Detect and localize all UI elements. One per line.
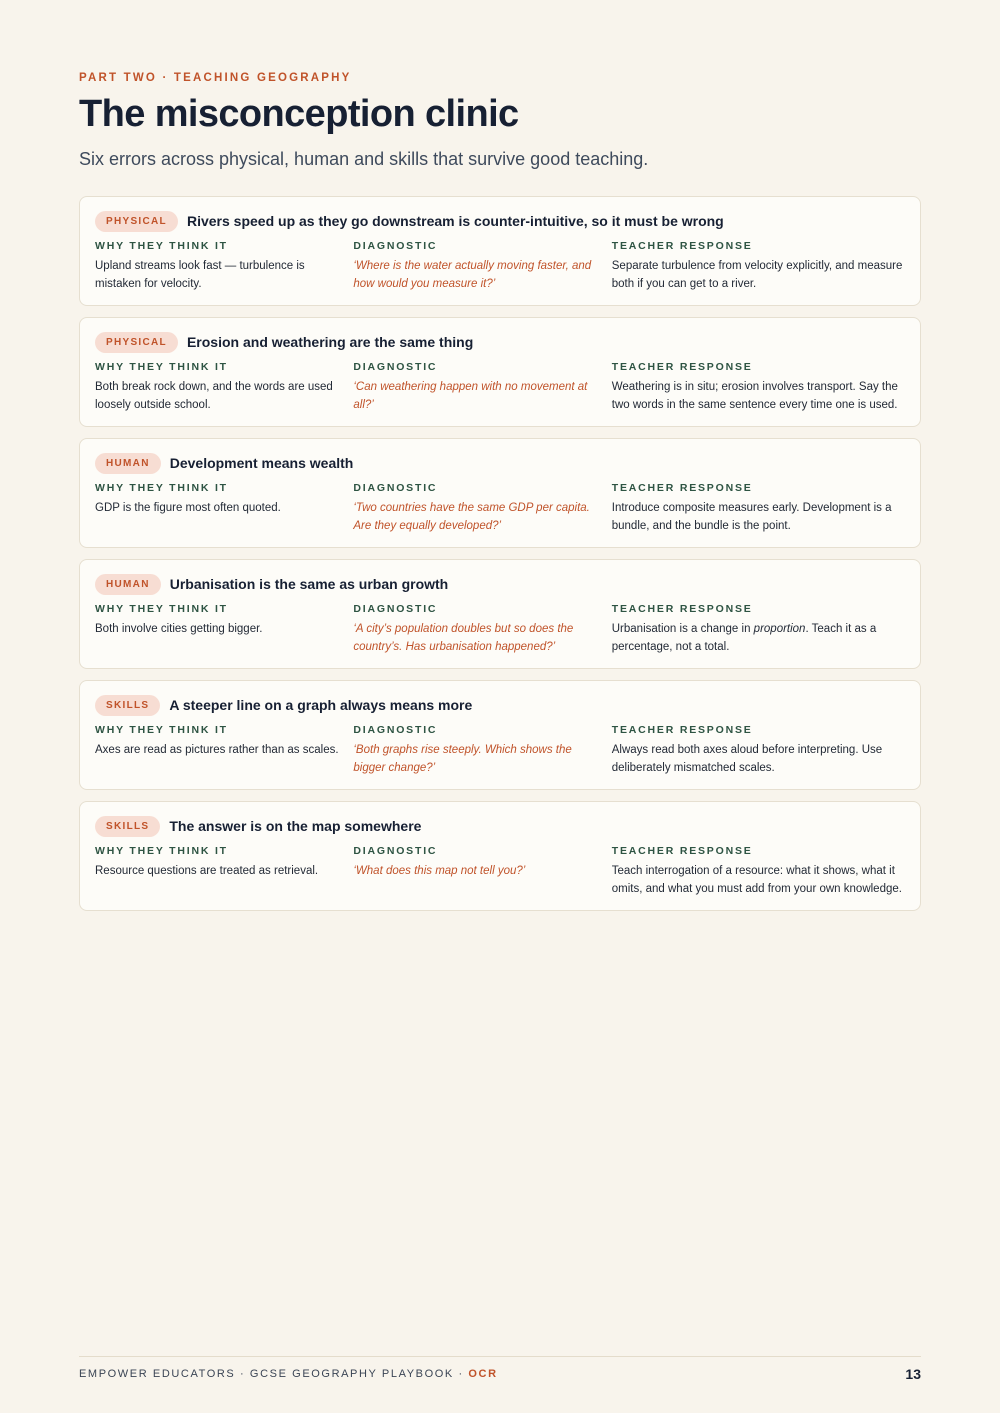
why-text: Both involve cities getting bigger. — [95, 623, 263, 635]
misconception-claim: A steeper line on a graph always means more — [169, 697, 473, 713]
response-text: Always read both axes aloud before interpreting. Use deliberately mismatched scales. — [611, 744, 883, 774]
response-column — [612, 723, 905, 777]
category-badge: SKILLS — [95, 695, 160, 716]
diagnostic-column — [353, 239, 611, 293]
why-column — [95, 239, 353, 293]
footer-publication-name: EMPOWER EDUCATORS · GCSE GEOGRAPHY PLAYBOOK · — [79, 1368, 469, 1380]
why-heading: WHY THEY THINK IT — [95, 482, 228, 494]
diagnostic-column — [353, 723, 611, 777]
misconception-card — [79, 680, 921, 790]
page-title: The misconception clinic — [79, 93, 519, 135]
diagnostic-question: ‘A city’s population doubles but so does the country’s. Has urbanisation happened?’ — [353, 623, 574, 653]
why-heading: WHY THEY THINK IT — [95, 240, 228, 252]
response-heading: TEACHER RESPONSE — [611, 482, 753, 494]
response-text: Weathering is in situ; erosion involves transport. Say the two words in the same sentence every time one is used. — [611, 381, 898, 411]
why-column — [95, 360, 353, 414]
card-columns — [95, 239, 905, 293]
diagnostic-column — [353, 844, 611, 898]
response-text: Introduce composite measures early. Development is a bundle, and the bundle is the point. — [611, 502, 892, 532]
response-column — [612, 239, 905, 293]
response-heading: TEACHER RESPONSE — [611, 845, 753, 857]
response-text: Separate turbulence from velocity explicitly, and measure both if you can get to a river. — [611, 260, 903, 290]
diagnostic-heading: DIAGNOSTIC — [353, 724, 438, 736]
category-badge: PHYSICAL — [95, 211, 178, 232]
card-header — [95, 815, 905, 837]
card-columns — [95, 481, 905, 535]
page-number: 13 — [905, 1366, 921, 1382]
card-header — [95, 694, 905, 716]
card-columns — [95, 360, 905, 414]
misconception-claim: Rivers speed up as they go downstream is counter-intuitive, so it must be wrong — [186, 213, 724, 229]
why-text: Axes are read as pictures rather than as scales. — [95, 744, 339, 756]
why-heading: WHY THEY THINK IT — [95, 724, 228, 736]
section-eyebrow: PART TWO · TEACHING GEOGRAPHY — [79, 72, 352, 84]
card-columns — [95, 723, 905, 777]
diagnostic-question: ‘What does this map not tell you?’ — [353, 865, 526, 877]
category-badge: HUMAN — [95, 453, 161, 474]
why-column — [95, 844, 353, 898]
response-column — [612, 602, 905, 656]
diagnostic-heading: DIAGNOSTIC — [353, 845, 438, 857]
response-heading: TEACHER RESPONSE — [611, 724, 753, 736]
why-heading: WHY THEY THINK IT — [95, 845, 228, 857]
diagnostic-column — [353, 602, 611, 656]
response-column — [612, 481, 905, 535]
category-badge: SKILLS — [95, 816, 160, 837]
misconception-card — [79, 317, 921, 427]
response-text-start: Urbanisation is a change in — [611, 623, 754, 635]
misconception-claim: Development means wealth — [169, 455, 354, 471]
card-header — [95, 210, 905, 232]
diagnostic-question: ‘Two countries have the same GDP per capita. Are they equally developed?’ — [353, 502, 590, 532]
why-text: Both break rock down, and the words are used loosely outside school. — [95, 381, 333, 411]
page-content — [79, 70, 921, 922]
diagnostic-heading: DIAGNOSTIC — [353, 603, 438, 615]
why-text: GDP is the figure most often quoted. — [95, 502, 281, 514]
response-column — [612, 844, 905, 898]
card-columns — [95, 602, 905, 656]
misconception-card — [79, 801, 921, 911]
why-column — [95, 602, 353, 656]
response-heading: TEACHER RESPONSE — [611, 240, 753, 252]
footer-publication — [79, 1368, 498, 1380]
diagnostic-heading: DIAGNOSTIC — [353, 361, 438, 373]
why-column — [95, 481, 353, 535]
diagnostic-heading: DIAGNOSTIC — [353, 240, 438, 252]
diagnostic-heading: DIAGNOSTIC — [353, 482, 438, 494]
diagnostic-column — [353, 481, 611, 535]
diagnostic-column — [353, 360, 611, 414]
card-header — [95, 452, 905, 474]
page-footer — [79, 1356, 921, 1382]
category-badge: PHYSICAL — [95, 332, 178, 353]
card-columns — [95, 844, 905, 898]
why-heading: WHY THEY THINK IT — [95, 361, 228, 373]
misconception-card — [79, 196, 921, 306]
response-emphasis: proportion — [753, 623, 806, 635]
misconception-claim: The answer is on the map somewhere — [169, 818, 422, 834]
why-column — [95, 723, 353, 777]
response-column — [612, 360, 905, 414]
response-heading: TEACHER RESPONSE — [611, 603, 753, 615]
misconception-claim: Erosion and weathering are the same thing — [186, 334, 474, 350]
diagnostic-question: ‘Where is the water actually moving faster, and how would you measure it?’ — [353, 260, 592, 290]
page-subtitle: Six errors across physical, human and skills that survive good teaching. — [79, 149, 649, 169]
why-text: Upland streams look fast — turbulence is mistaken for velocity. — [95, 260, 305, 290]
response-text: Teach interrogation of a resource: what it shows, what it omits, and what you must add from your own knowledge. — [611, 865, 902, 895]
why-text: Resource questions are treated as retrieval. — [95, 865, 319, 877]
response-text-end: . Teach it as a percentage, not a total. — [611, 623, 877, 653]
response-text — [612, 620, 905, 656]
diagnostic-question: ‘Can weathering happen with no movement at all?’ — [353, 381, 588, 411]
misconception-list — [79, 196, 921, 911]
card-header — [95, 331, 905, 353]
diagnostic-question: ‘Both graphs rise steeply. Which shows the bigger change?’ — [353, 744, 572, 774]
misconception-card — [79, 559, 921, 669]
response-heading: TEACHER RESPONSE — [611, 361, 753, 373]
footer-board: OCR — [468, 1368, 498, 1380]
why-heading: WHY THEY THINK IT — [95, 603, 228, 615]
category-badge: HUMAN — [95, 574, 161, 595]
card-header — [95, 573, 905, 595]
misconception-card — [79, 438, 921, 548]
misconception-claim: Urbanisation is the same as urban growth — [169, 576, 449, 592]
